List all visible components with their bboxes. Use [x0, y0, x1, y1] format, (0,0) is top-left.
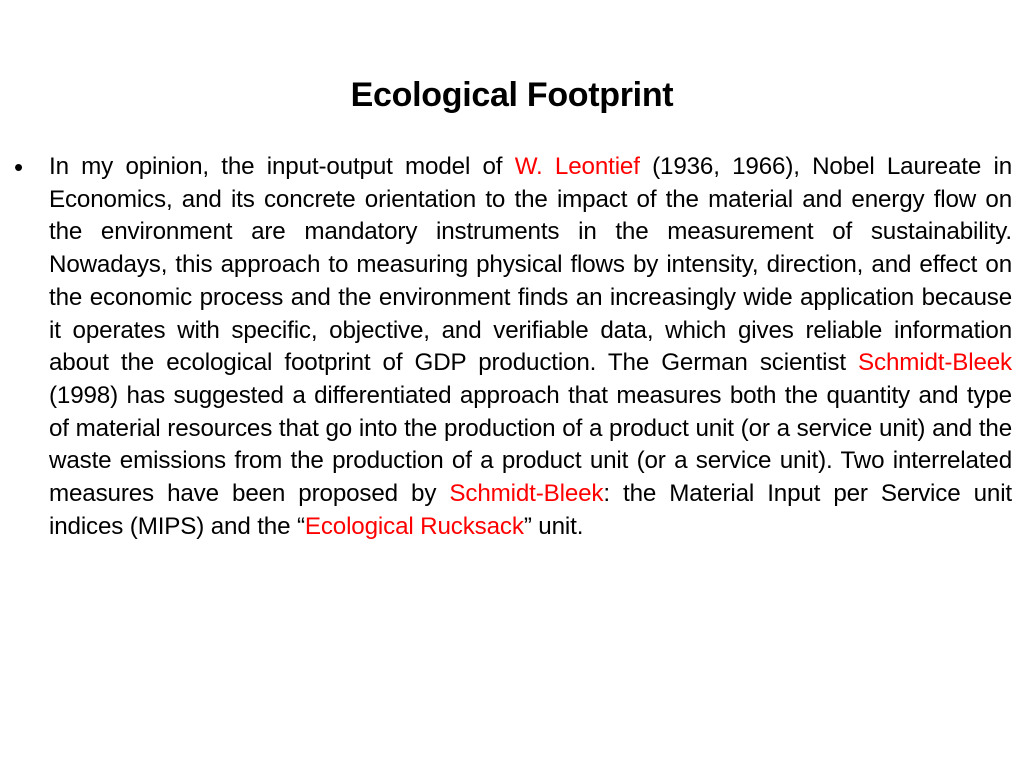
text-segment: In my opinion, the input-output model of [49, 153, 515, 180]
highlighted-name-schmidt-bleek: Schmidt-Bleek [858, 349, 1012, 377]
bullet-paragraph [49, 151, 1012, 543]
highlighted-name-leontief: W. Leontief [514, 153, 640, 180]
highlighted-name-schmidt-bleek: Schmidt-Bleek [449, 480, 604, 508]
text-segment: ” unit. [523, 512, 584, 540]
text-segment: (1936, 1966), Nobel Laureate in Economics, and its concrete orientation to the impact of the material and energy flow on the environment are mandatory instruments in the measurement of sustainability. Nowadays, this approach to measuring physical flows by intensity, direction, and effect on the economic process and the environment finds an increasingly wide application because it operates with specific, objective, and verifiable data, which gives reliable information about the ecological footprint of GDP production. The German scientist [49, 153, 1012, 377]
highlighted-term-ecological-rucksack: Ecological Rucksack [304, 512, 524, 540]
text-segment: (1998) has suggested a differentiated approach that measures both the quantity and type of material resources that go into the production of a product unit (or a service unit) and the waste emissions from the production of a product unit (or a service unit). Two interrelated measures have been proposed by [49, 381, 1012, 508]
bullet-icon: • [14, 152, 24, 182]
slide-title: Ecological Footprint [350, 76, 674, 114]
text-segment: : the Material Input per Service unit indices (MIPS) and the “ [49, 480, 1013, 540]
